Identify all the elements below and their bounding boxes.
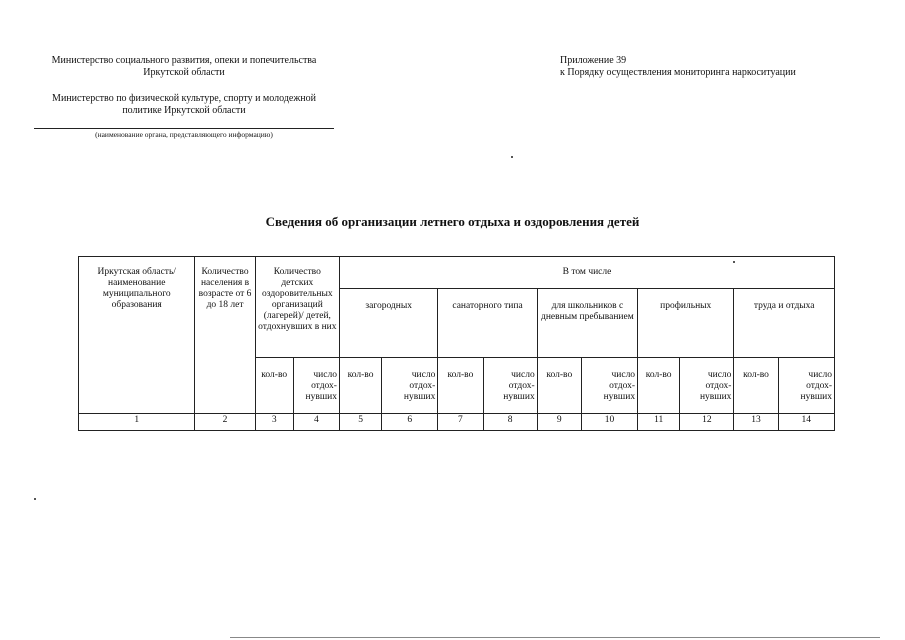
rested-label: число отдох-нувших — [293, 358, 339, 414]
count-label: кол-во — [438, 358, 483, 414]
header-population: Количество населения в возрасте от 6 до 18 лет — [195, 257, 255, 414]
header-region: Иркутская область/ наименование муниципального образования — [79, 257, 195, 414]
column-number: 6 — [382, 414, 438, 431]
document-title: Сведения об организации летнего отдыха и оздоровления детей — [265, 214, 640, 229]
header-country-camps: загородных — [339, 289, 437, 358]
ministry-social-development: Министерство социального развития, опеки и попечительства Иркутской области — [51, 55, 317, 78]
header-sanatorium: санаторного типа — [438, 289, 537, 358]
appendix-number: Приложение 39 — [560, 55, 627, 66]
column-number: 12 — [680, 414, 734, 431]
column-number: 14 — [778, 414, 834, 431]
column-number: 3 — [255, 414, 293, 431]
count-label: кол-во — [734, 358, 778, 414]
rested-label: число отдох-нувших — [483, 358, 537, 414]
column-number: 5 — [339, 414, 381, 431]
column-number: 1 — [79, 414, 195, 431]
header-labor: труда и отдыха — [734, 289, 835, 358]
scan-speck — [34, 498, 36, 500]
column-number: 4 — [293, 414, 339, 431]
appendix-note — [560, 55, 880, 79]
organ-caption: (наименование органа, представляющего информацию) — [95, 130, 273, 139]
appendix-reference: к Порядку осуществления мониторинга наркоситуации — [560, 67, 796, 78]
rested-label: число отдох-нувших — [581, 358, 637, 414]
page-edge-line — [230, 637, 880, 638]
count-label: кол-во — [339, 358, 381, 414]
header-profile: профильных — [638, 289, 734, 358]
header-including: В том числе — [339, 257, 834, 289]
scan-speck — [511, 156, 513, 158]
column-number: 8 — [483, 414, 537, 431]
column-number: 11 — [638, 414, 680, 431]
scan-speck — [733, 261, 735, 263]
column-number: 2 — [195, 414, 255, 431]
column-number: 7 — [438, 414, 483, 431]
count-label: кол-во — [638, 358, 680, 414]
rested-label: число отдох-нувших — [680, 358, 734, 414]
count-label: кол-во — [537, 358, 581, 414]
summer-rest-table — [78, 256, 835, 431]
count-label: кол-во — [255, 358, 293, 414]
rested-label: число отдох-нувших — [778, 358, 834, 414]
header-organizations: Количество детских оздоровительных организаций (лагерей)/ детей, отдохнувших в них — [255, 257, 339, 358]
column-numbers-row — [79, 414, 835, 431]
header-day-camps: для школьников с дневным пребыванием — [537, 289, 637, 358]
signature-line — [34, 128, 334, 129]
column-number: 13 — [734, 414, 778, 431]
column-number: 10 — [581, 414, 637, 431]
column-number: 9 — [537, 414, 581, 431]
rested-label: число отдох-нувших — [382, 358, 438, 414]
ministry-sport-youth: Министерство по физической культуре, спорту и молодежной политике Иркутской области — [52, 93, 316, 116]
